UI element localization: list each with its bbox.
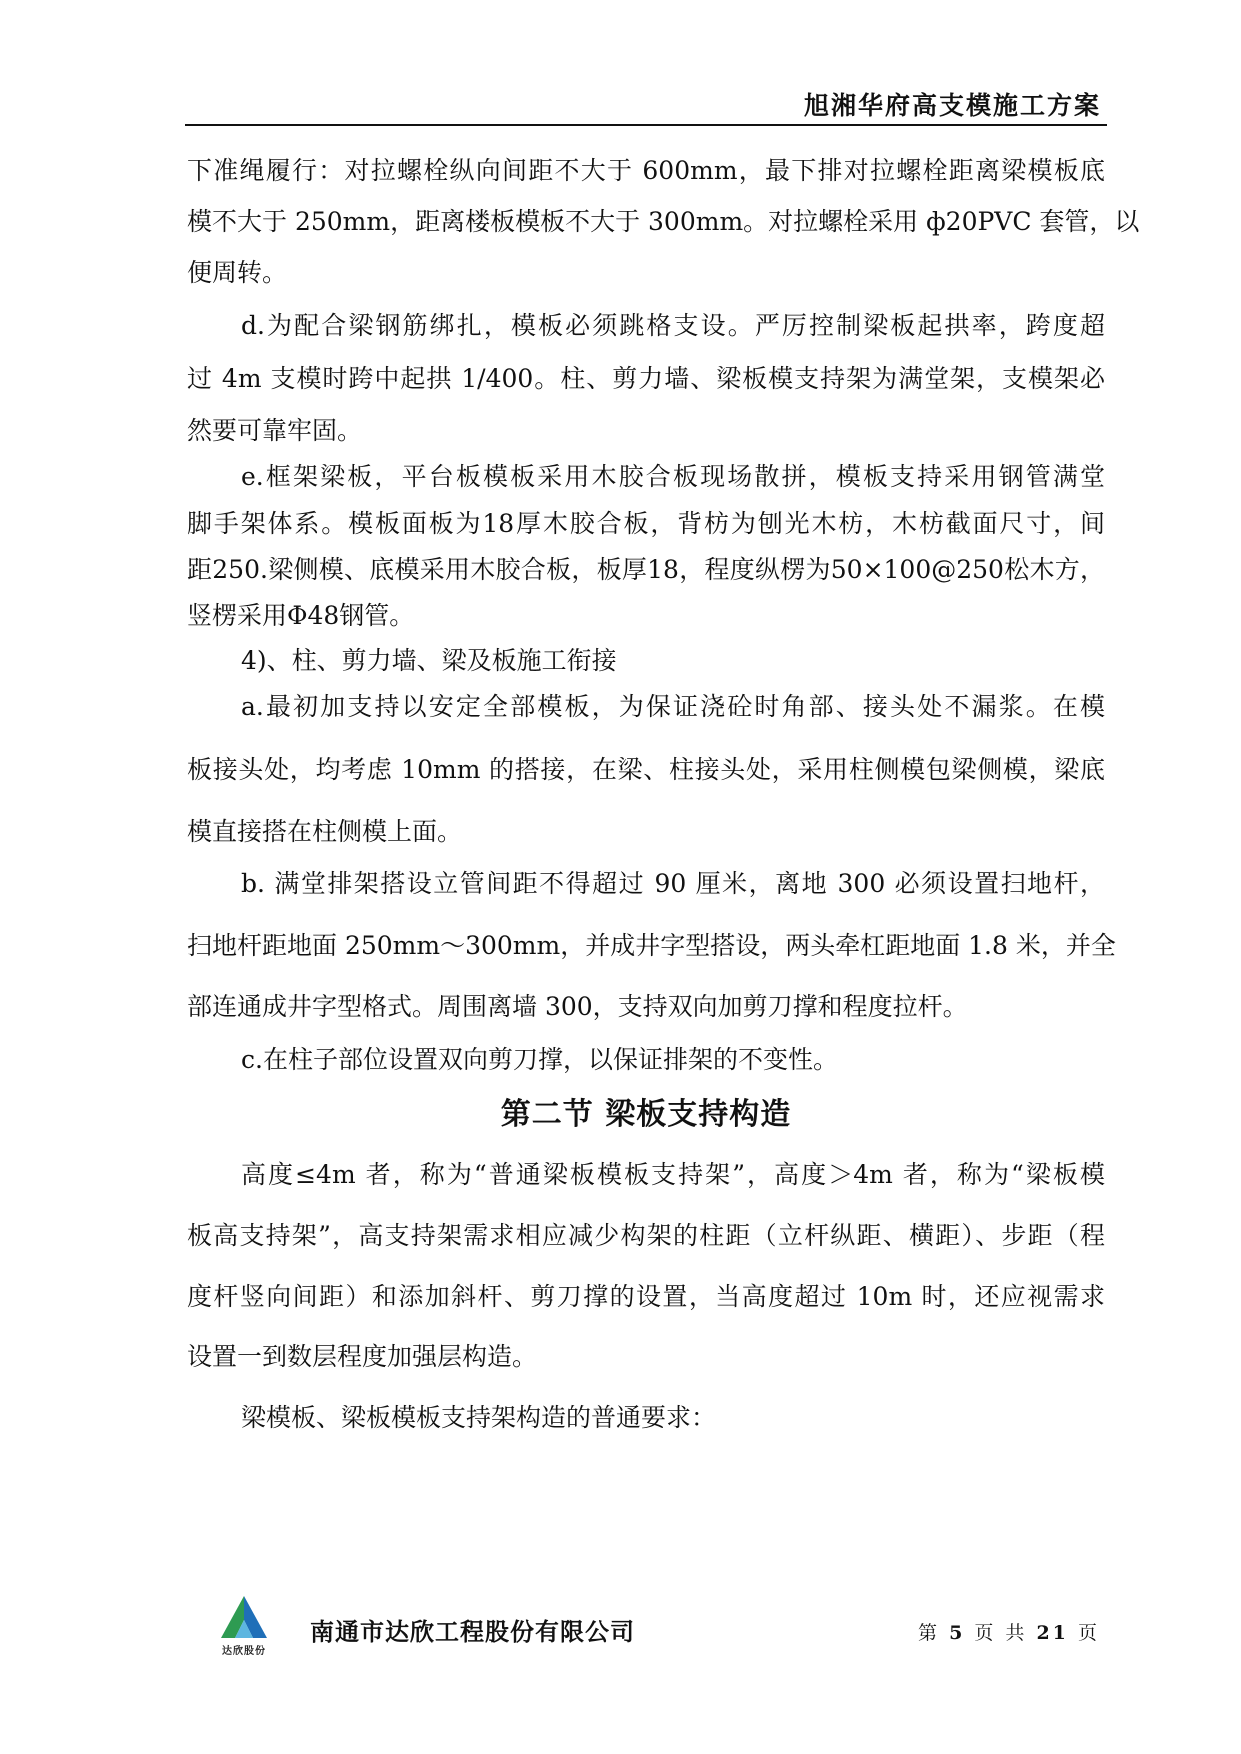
body-line: 脚手架体系。模板面板为18厚木胶合板，背枋为刨光木枋，木枋截面尺寸，间 (187, 509, 1105, 538)
company-logo (213, 1594, 275, 1656)
section-line: 高度≤4m 者，称为“普通梁板模板支持架”，高度＞4m 者，称为“梁板模 (241, 1160, 1105, 1189)
section-line: 梁模板、梁板模板支持架构造的普通要求： (241, 1403, 717, 1432)
logo-caption: 达欣股份 (222, 1646, 266, 1657)
page-current: 5 (949, 1622, 966, 1644)
section-line: 板高支持架”，高支持架需求相应减少构架的柱距（立杆纵距、横距）、步距（程 (187, 1221, 1105, 1250)
body-line: 部连通成井字型格式。周围离墙 300，支持双向加剪刀撑和程度拉杆。 (187, 992, 968, 1021)
body-line: 模直接搭在柱侧模上面。 (187, 817, 463, 846)
body-line: b. 满堂排架搭设立管间距不得超过 90 厘米，离地 300 必须设置扫地杆， (241, 869, 1105, 898)
page-suffix: 页 (1077, 1622, 1100, 1644)
body-line: 4)、柱、剪力墙、梁及板施工衔接 (241, 646, 617, 675)
section-line: 度杆竖向间距）和添加斜杆、剪刀撑的设置，当高度超过 10m 时，还应视需求 (187, 1282, 1105, 1311)
body-line: a.最初加支持以安定全部模板，为保证浇砼时角部、接头处不漏浆。在模 (241, 692, 1105, 721)
header-divider (185, 124, 1107, 126)
body-line: 竖楞采用Φ48钢管。 (187, 601, 415, 630)
body-line: e.框架梁板，平台板模板采用木胶合板现场散拼，模板支持采用钢管满堂 (241, 462, 1105, 491)
section-heading: 第二节 梁板支持构造 (500, 1097, 792, 1132)
page-total: 21 (1036, 1622, 1069, 1644)
body-line: 扫地杆距地面 250mm～300mm，并成井字型搭设，两头牵杠距地面 1.8 米，并全 (187, 931, 1116, 960)
page-middle: 页 共 (974, 1622, 1028, 1644)
body-line: c.在柱子部位设置双向剪刀撑，以保证排架的不变性。 (241, 1045, 838, 1074)
body-line: d.为配合梁钢筋绑扎，模板必须跳格支设。严厉控制梁板起拱率，跨度超 (241, 311, 1105, 340)
body-line: 板接头处，均考虑 10mm 的搭接，在梁、柱接头处，采用柱侧模包梁侧模，梁底 (187, 755, 1105, 784)
body-line: 便周转。 (187, 258, 288, 287)
document-header-title: 旭湘华府高支模施工方案 (803, 91, 1101, 120)
section-line: 设置一到数层程度加强层构造。 (187, 1342, 538, 1371)
page-number (918, 1618, 1100, 1645)
body-line: 下准绳履行：对拉螺栓纵向间距不大于 600mm，最下排对拉螺栓距离梁模板底 (187, 156, 1105, 185)
body-line: 过 4m 支模时跨中起拱 1/400。柱、剪力墙、梁板模支持架为满堂架，支模架必 (187, 364, 1105, 393)
triangle-logo-icon (213, 1594, 275, 1642)
footer-company-name: 南通市达欣工程股份有限公司 (310, 1618, 635, 1646)
body-line: 模不大于 250mm，距离楼板模板不大于 300mm。对拉螺栓采用 ф20PVC 套管，以 (187, 207, 1140, 236)
body-line: 然要可靠牢固。 (187, 416, 363, 445)
page-prefix: 第 (918, 1622, 941, 1644)
body-line: 距250.梁侧模、底模采用木胶合板，板厚18，程度纵楞为50×100@250松木方， (187, 555, 1105, 584)
